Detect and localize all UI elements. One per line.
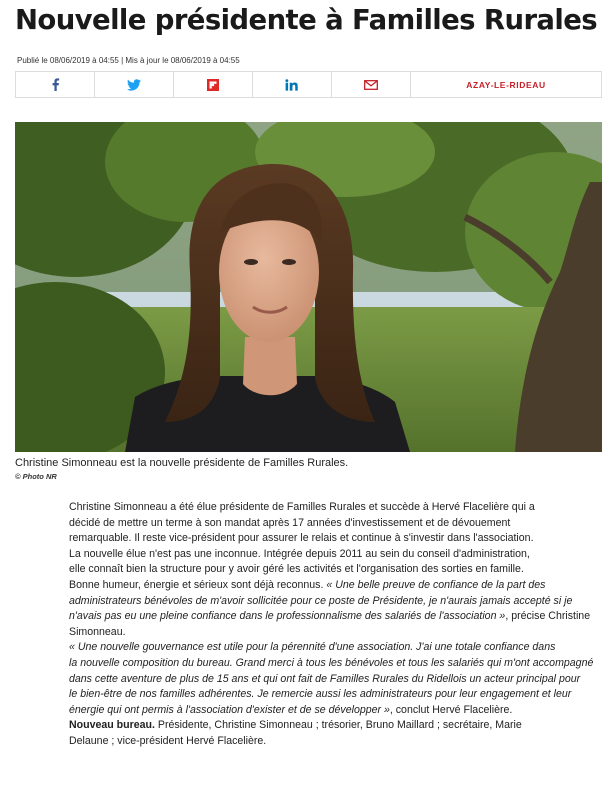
body-line: [69, 609, 591, 625]
quote-text: « Une belle preuve de confiance de la part des: [326, 578, 546, 591]
facebook-icon: [51, 78, 60, 91]
share-email-button[interactable]: [332, 72, 411, 97]
quote-line: dans cette aventure de plus de 15 ans et qui ont fait de Familles Rurales du Ridellois un acteur principal pour: [69, 672, 581, 685]
flipboard-icon: [207, 79, 219, 91]
section-label: Nouveau bureau.: [69, 719, 155, 732]
article-photo: [15, 122, 602, 452]
article-body: [69, 500, 594, 750]
quote-text: énergie qui ont permis à l'association d'exister et de se développer »: [69, 703, 390, 716]
body-line: elle connaît bien la structure pour y avoir géré les activités et l'organisation des sorties en famille.: [69, 563, 524, 576]
body-line: Simonneau.: [69, 625, 126, 638]
share-bar: [15, 71, 602, 98]
publish-meta: Publié le 08/06/2019 à 04:55 | Mis à jour le 08/06/2019 à 04:55: [17, 56, 240, 65]
photo-credit: © Photo NR: [15, 472, 57, 481]
photo-caption: Christine Simonneau est la nouvelle présidente de Familles Rurales.: [15, 457, 349, 469]
quote-line: le bien-être de nos familles adhérentes. Je remercie aussi les administrateurs pour leur engagement et leur: [69, 688, 572, 701]
quote-text: n'avais pas eu une pleine confiance dans le professionnalisme des salariés de l'association »: [69, 610, 506, 623]
email-icon: [364, 80, 378, 90]
body-line: La nouvelle élue n'est pas une inconnue. Intégrée depuis 2011 au sein du conseil d'administration,: [69, 547, 530, 560]
linkedin-icon: [285, 79, 299, 91]
share-facebook-button[interactable]: [16, 72, 95, 97]
body-line: [69, 578, 549, 594]
body-text: Présidente, Christine Simonneau ; trésorier, Bruno Maillard ; secrétaire, Marie: [154, 719, 522, 732]
body-line: [69, 718, 549, 734]
quote-line: administrateurs bénévoles de m'avoir sollicitée pour ce poste de Présidente, je n'aurais jamais accepté si je: [69, 594, 573, 607]
body-text: Bonne humeur, énergie et sérieux sont déjà reconnus.: [69, 578, 327, 591]
share-twitter-button[interactable]: [95, 72, 174, 97]
body-text: , précise Christine: [505, 610, 591, 623]
share-flipboard-button[interactable]: [174, 72, 253, 97]
body-line: Christine Simonneau a été élue présidente de Familles Rurales et succède à Hervé Flacelière qui a: [69, 501, 535, 513]
body-line: Delaune ; vice-président Hervé Flacelière.: [69, 734, 267, 747]
article-title: Nouvelle présidente à Familles Rurales: [15, 4, 598, 36]
body-line: remarquable. Il reste vice-président pour assurer le relais et continue à s'investir dans l'association.: [69, 532, 534, 545]
quote-line: la nouvelle composition du bureau. Grand merci à tous les bénévoles et tous les salariés qui m'ont accompagné: [69, 656, 594, 669]
body-text: , conclut Hervé Flacelière.: [389, 703, 513, 716]
location-tag[interactable]: AZAY-LE-RIDEAU: [466, 79, 546, 90]
quote-line: « Une nouvelle gouvernance est utile pour la pérennité d'une association. J'ai une totale confiance dans: [69, 641, 556, 654]
body-line: décidé de mettre un terme à son mandat après 17 années d'investissement et de dévouement: [69, 516, 511, 529]
twitter-icon: [127, 79, 141, 91]
share-linkedin-button[interactable]: [253, 72, 332, 97]
body-line: [69, 703, 549, 719]
